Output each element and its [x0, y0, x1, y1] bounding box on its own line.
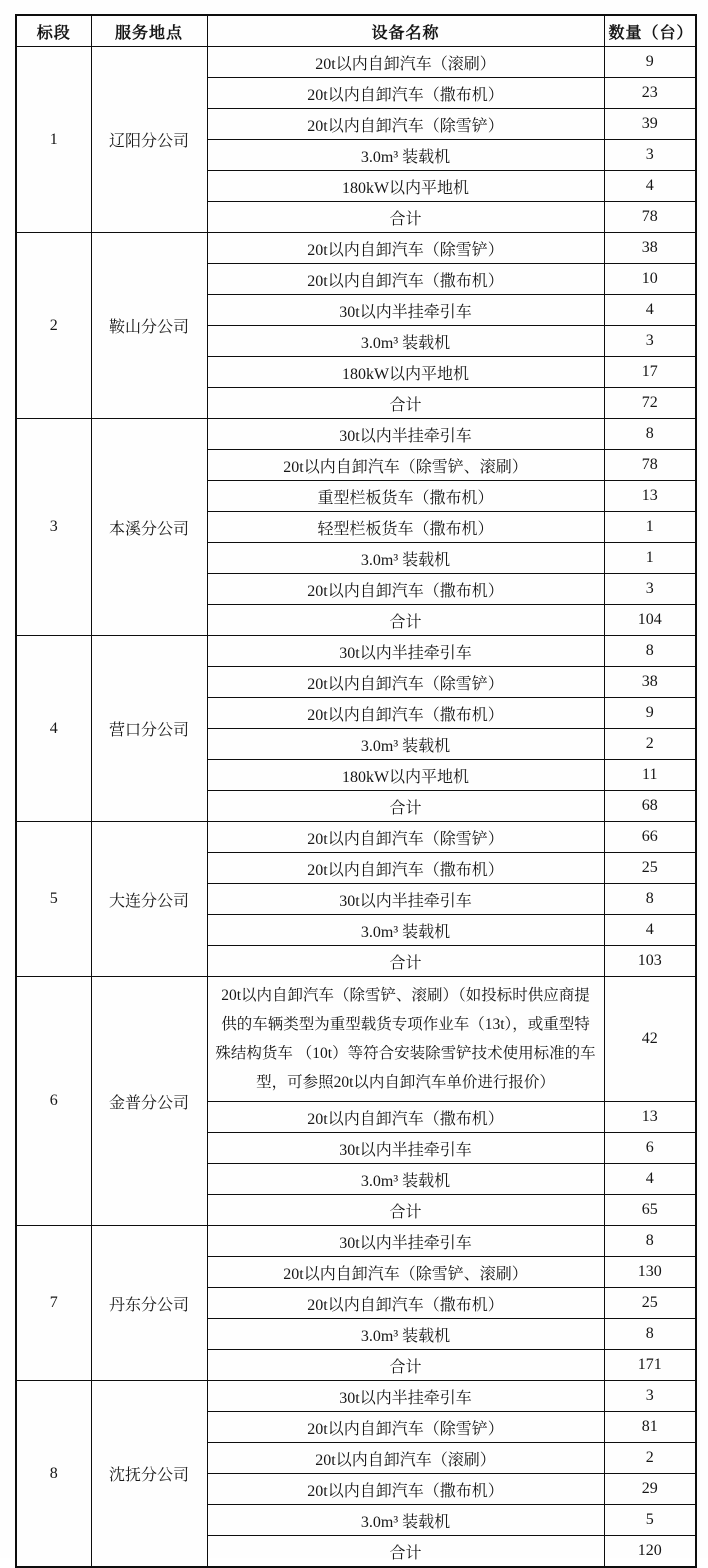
- equipment-qty: 1: [604, 543, 696, 574]
- equipment-qty: 29: [604, 1474, 696, 1505]
- equipment-qty: 8: [604, 636, 696, 667]
- equipment-name: 20t以内自卸汽车（除雪铲、滚刷）: [207, 450, 604, 481]
- table-row: [16, 419, 696, 450]
- section-number: 8: [16, 1381, 91, 1568]
- equipment-name: 20t以内自卸汽车（撒布机）: [207, 574, 604, 605]
- equipment-qty: 13: [604, 1102, 696, 1133]
- equipment-name: 20t以内自卸汽车（撒布机）: [207, 1474, 604, 1505]
- subtotal-label: 合计: [207, 202, 604, 233]
- table-row: [16, 977, 696, 1102]
- col-header-equipment: 设备名称: [207, 15, 604, 47]
- equipment-name: 180kW以内平地机: [207, 760, 604, 791]
- equipment-name: 180kW以内平地机: [207, 357, 604, 388]
- equipment-name: 3.0m³ 装载机: [207, 140, 604, 171]
- section-number: 7: [16, 1226, 91, 1381]
- subtotal-qty: 68: [604, 791, 696, 822]
- service-location: 金普分公司: [91, 977, 207, 1226]
- equipment-qty: 9: [604, 47, 696, 78]
- subtotal-qty: 104: [604, 605, 696, 636]
- subtotal-label: 合计: [207, 388, 604, 419]
- equipment-name: 20t以内自卸汽车（除雪铲）: [207, 822, 604, 853]
- table-row: [16, 1226, 696, 1257]
- subtotal-qty: 72: [604, 388, 696, 419]
- service-location: 营口分公司: [91, 636, 207, 822]
- equipment-qty: 4: [604, 915, 696, 946]
- equipment-name: 20t以内自卸汽车（除雪铲）: [207, 667, 604, 698]
- section-number: 1: [16, 47, 91, 233]
- equipment-qty: 6: [604, 1133, 696, 1164]
- equipment-name: 3.0m³ 装载机: [207, 729, 604, 760]
- section-number: 4: [16, 636, 91, 822]
- equipment-qty: 3: [604, 140, 696, 171]
- equipment-name: 3.0m³ 装载机: [207, 1319, 604, 1350]
- subtotal-qty: 103: [604, 946, 696, 977]
- equipment-name: 20t以内自卸汽车（撒布机）: [207, 853, 604, 884]
- equipment-name: 轻型栏板货车（撒布机）: [207, 512, 604, 543]
- equipment-name: 20t以内自卸汽车（除雪铲、滚刷）: [207, 1257, 604, 1288]
- equipment-name: 3.0m³ 装载机: [207, 326, 604, 357]
- header-row: [16, 15, 696, 47]
- table-row: [16, 822, 696, 853]
- subtotal-label: 合计: [207, 1350, 604, 1381]
- equipment-qty: 130: [604, 1257, 696, 1288]
- col-header-location: 服务地点: [91, 15, 207, 47]
- equipment-qty: 9: [604, 698, 696, 729]
- subtotal-qty: 65: [604, 1195, 696, 1226]
- subtotal-label: 合计: [207, 946, 604, 977]
- equipment-qty: 3: [604, 574, 696, 605]
- service-location: 本溪分公司: [91, 419, 207, 636]
- equipment-qty: 8: [604, 1319, 696, 1350]
- equipment-qty: 38: [604, 233, 696, 264]
- section-number: 6: [16, 977, 91, 1226]
- section-number: 2: [16, 233, 91, 419]
- subtotal-label: 合计: [207, 1195, 604, 1226]
- table-row: [16, 233, 696, 264]
- service-location: 鞍山分公司: [91, 233, 207, 419]
- equipment-qty: 3: [604, 326, 696, 357]
- equipment-name: 30t以内半挂牵引车: [207, 1133, 604, 1164]
- subtotal-qty: 171: [604, 1350, 696, 1381]
- section-number: 3: [16, 419, 91, 636]
- equipment-qty: 8: [604, 419, 696, 450]
- service-location: 大连分公司: [91, 822, 207, 977]
- equipment-name: 20t以内自卸汽车（除雪铲）: [207, 233, 604, 264]
- equipment-name: 30t以内半挂牵引车: [207, 419, 604, 450]
- equipment-qty: 81: [604, 1412, 696, 1443]
- subtotal-label: 合计: [207, 791, 604, 822]
- equipment-name: 30t以内半挂牵引车: [207, 295, 604, 326]
- equipment-qty: 38: [604, 667, 696, 698]
- equipment-name: 3.0m³ 装载机: [207, 543, 604, 574]
- subtotal-qty: 120: [604, 1536, 696, 1568]
- equipment-table: [15, 14, 697, 1568]
- equipment-name: 180kW以内平地机: [207, 171, 604, 202]
- equipment-name: 3.0m³ 装载机: [207, 1505, 604, 1536]
- equipment-name: 20t以内自卸汽车（除雪铲）: [207, 109, 604, 140]
- equipment-qty: 8: [604, 884, 696, 915]
- equipment-qty: 3: [604, 1381, 696, 1412]
- subtotal-label: 合计: [207, 605, 604, 636]
- equipment-qty: 4: [604, 1164, 696, 1195]
- table-row: [16, 636, 696, 667]
- equipment-qty: 11: [604, 760, 696, 791]
- equipment-name: 30t以内半挂牵引车: [207, 1381, 604, 1412]
- equipment-qty: 23: [604, 78, 696, 109]
- equipment-qty: 10: [604, 264, 696, 295]
- col-header-qty: 数量（台）: [604, 15, 696, 47]
- equipment-name: 20t以内自卸汽车（撒布机）: [207, 1288, 604, 1319]
- equipment-name: 30t以内半挂牵引车: [207, 1226, 604, 1257]
- service-location: 辽阳分公司: [91, 47, 207, 233]
- equipment-name: 20t以内自卸汽车（撒布机）: [207, 698, 604, 729]
- equipment-name: 30t以内半挂牵引车: [207, 636, 604, 667]
- equipment-qty: 4: [604, 295, 696, 326]
- section-number: 5: [16, 822, 91, 977]
- equipment-qty: 17: [604, 357, 696, 388]
- table-row: [16, 47, 696, 78]
- equipment-qty: 2: [604, 1443, 696, 1474]
- equipment-qty: 39: [604, 109, 696, 140]
- equipment-name: 20t以内自卸汽车（滚刷）: [207, 1443, 604, 1474]
- equipment-name: 重型栏板货车（撒布机）: [207, 481, 604, 512]
- equipment-qty: 5: [604, 1505, 696, 1536]
- equipment-name: 30t以内半挂牵引车: [207, 884, 604, 915]
- equipment-qty: 25: [604, 853, 696, 884]
- table-row: [16, 1381, 696, 1412]
- equipment-qty: 42: [604, 977, 696, 1102]
- service-location: 丹东分公司: [91, 1226, 207, 1381]
- equipment-name: 20t以内自卸汽车（滚刷）: [207, 47, 604, 78]
- equipment-name: 20t以内自卸汽车（撒布机）: [207, 264, 604, 295]
- subtotal-label: 合计: [207, 1536, 604, 1568]
- equipment-qty: 8: [604, 1226, 696, 1257]
- equipment-name: 3.0m³ 装载机: [207, 1164, 604, 1195]
- equipment-name: 20t以内自卸汽车（撒布机）: [207, 78, 604, 109]
- service-location: 沈抚分公司: [91, 1381, 207, 1568]
- equipment-name: 20t以内自卸汽车（除雪铲）: [207, 1412, 604, 1443]
- subtotal-qty: 78: [604, 202, 696, 233]
- equipment-name: 3.0m³ 装载机: [207, 915, 604, 946]
- equipment-name: 20t以内自卸汽车（除雪铲、滚刷）（如投标时供应商提供的车辆类型为重型载货专项作业车（13t），或重型特殊结构货车 （10t）等符合安装除雪铲技术使用标准的车型，可参照20t以内自卸汽车单价进行报价）: [207, 977, 604, 1102]
- equipment-qty: 13: [604, 481, 696, 512]
- equipment-name: 20t以内自卸汽车（撒布机）: [207, 1102, 604, 1133]
- equipment-qty: 66: [604, 822, 696, 853]
- equipment-qty: 4: [604, 171, 696, 202]
- equipment-qty: 78: [604, 450, 696, 481]
- equipment-qty: 1: [604, 512, 696, 543]
- equipment-qty: 2: [604, 729, 696, 760]
- col-header-section: 标段: [16, 15, 91, 47]
- equipment-qty: 25: [604, 1288, 696, 1319]
